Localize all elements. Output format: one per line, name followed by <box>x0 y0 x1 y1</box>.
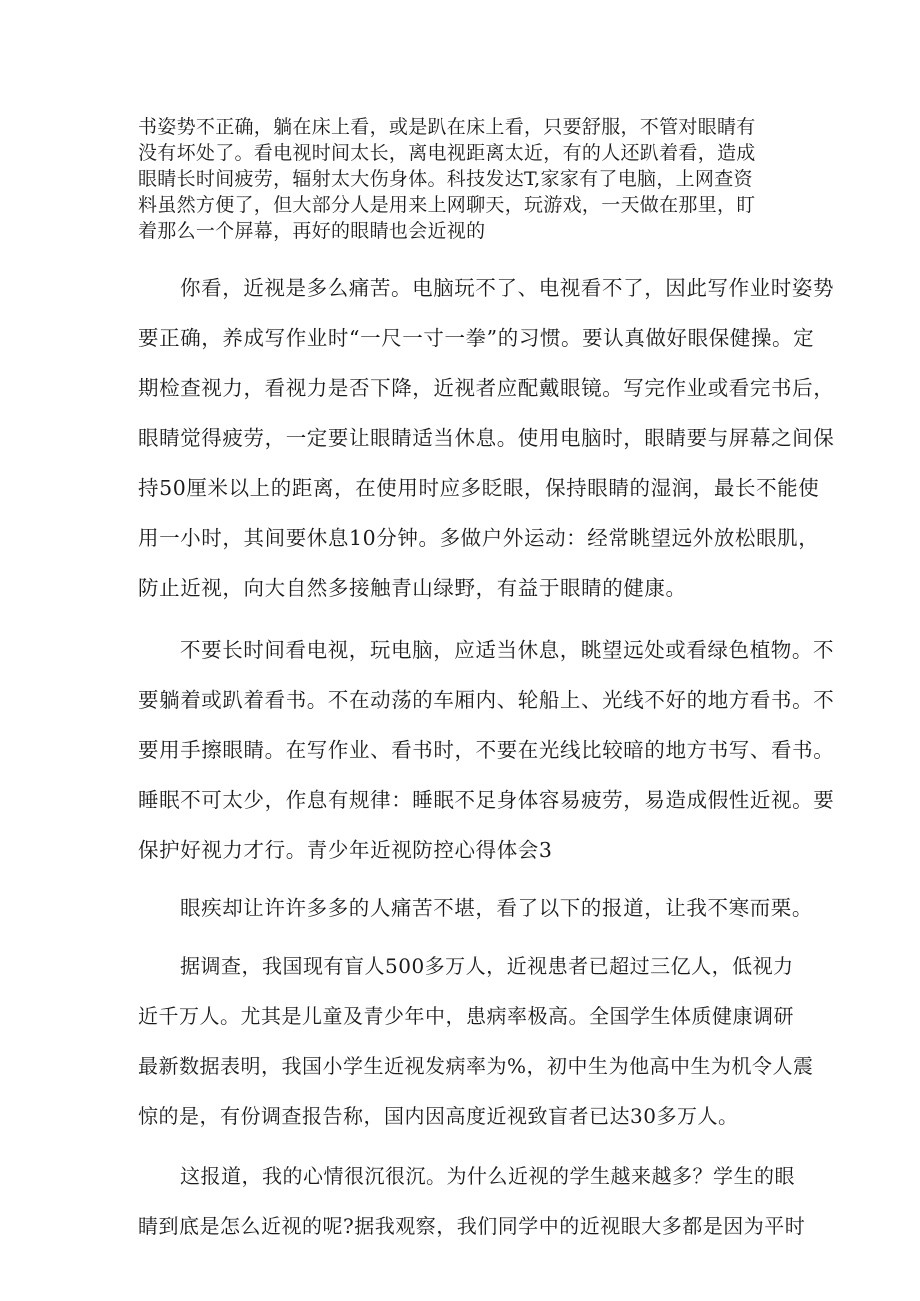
text-line: 防止近视，向大自然多接触青山绿野，有益于眼睛的健康。 <box>138 576 687 600</box>
text-line: 书姿势不正确，躺在床上看，或是趴在床上看，只要舒服，不管对眼睛有 <box>138 116 756 138</box>
text-line: 眼疾却让许许多多的人痛苦不堪，看了以下的报道，让我不寒而栗。 <box>180 896 813 920</box>
text-line: 眼睛觉得疲劳，一定要让眼睛适当休息。使用电脑时，眼睛要与屏幕之间保 <box>138 426 835 450</box>
text-line: 眼睛长时间疲劳，辐射太大伤身体。科技发达T,家家有了电脑，上网查资 <box>138 168 753 190</box>
text-line: 保护好视力才行。青少年近视防控心得体会3 <box>138 838 553 862</box>
text-line: 要用手擦眼睛。在写作业、看书时，不要在光线比较暗的地方书写、看书。 <box>138 738 835 762</box>
text-line: 惊的是，有份调查报告称，国内因高度近视致盲者已达30多万人。 <box>138 1104 739 1128</box>
text-line: 最新数据表明，我国小学生近视发病率为%，初中生为他高中生为机令人震 <box>138 1054 814 1078</box>
text-line: 没有坏处了。看电视时间太长，离电视距离太近，有的人还趴着看，造成 <box>138 142 756 164</box>
text-line: 用一小时，其间要休息10分钟。多做户外运动：经常眺望远外放松眼肌， <box>138 526 820 550</box>
text-line: 料虽然方便了，但大部分人是用来上网聊天，玩游戏，一天做在那里，盯 <box>138 194 756 216</box>
text-line: 期检查视力，看视力是否下降，近视者应配戴眼镜。写完作业或看完书后， <box>138 376 835 400</box>
text-line: 持50厘米以上的距离，在使用时应多眨眼，保持眼睛的湿润，最长不能使 <box>138 476 820 500</box>
text-line: 睡眠不可太少，作息有规律：睡眠不足身体容易疲劳，易造成假性近视。要 <box>138 788 835 812</box>
text-line: 据调查，我国现有盲人500多万人，近视患者已超过三亿人，低视力 <box>180 954 794 978</box>
text-line: 要正确，养成写作业时“一尺一寸一拳”的习惯。要认真做好眼保健操。定 <box>138 326 815 350</box>
text-line: 你看，近视是多么痛苦。电脑玩不了、电视看不了，因此写作业时姿势 <box>180 276 835 300</box>
text-line: 这报道，我的心情很沉很沉。为什么近视的学生越来越多？学生的眼 <box>180 1164 795 1188</box>
text-line: 要躺着或趴着看书。不在动荡的车厢内、轮船上、光线不好的地方看书。不 <box>138 688 835 712</box>
text-line: 着那么一个屏幕，再好的眼睛也会近视的 <box>138 220 486 242</box>
text-line: 不要长时间看电视，玩电脑，应适当休息，眺望远处或看绿色植物。不 <box>180 638 835 662</box>
text-line: 睛到底是怎么近视的呢?据我观察，我们同学中的近视眼大多都是因为平时 <box>138 1214 806 1238</box>
text-line: 近千万人。尤其是儿童及青少年中，患病率极高。全国学生体质健康调研 <box>138 1004 794 1028</box>
